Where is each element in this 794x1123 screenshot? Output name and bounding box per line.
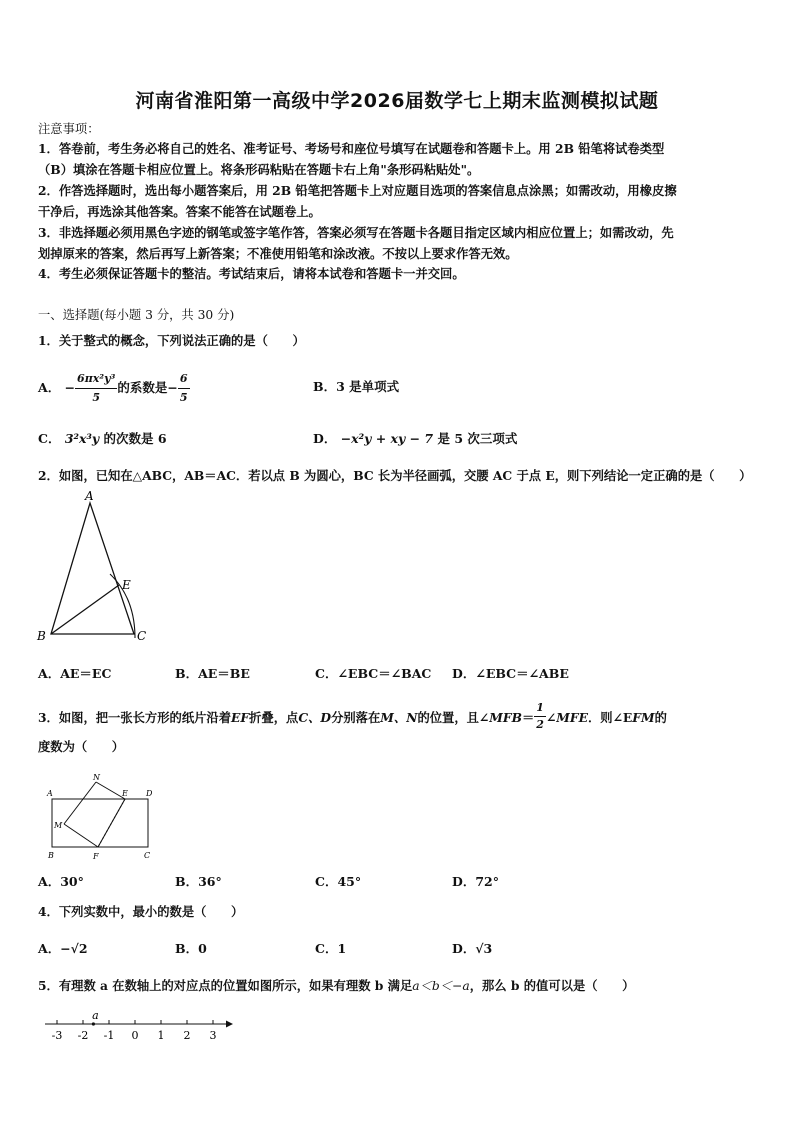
section-heading: 一、选择题(每小题 3 分，共 30 分) <box>38 308 235 322</box>
axis-tick-label: 2 <box>183 1029 191 1042</box>
notice-line: 3．非选择题必须用黑色字迹的钢笔或签字笔作答，答案必须写在答题卡各题目指定区域内相应位置上；如需改动，先 <box>38 225 674 240</box>
rectangle-fold-figure <box>44 770 164 862</box>
axis-tick-label: -1 <box>103 1029 115 1042</box>
question-5-stem: 5．有理数 a 在数轴上的对应点的位置如图所示，如果有理数 b 满足a＜b＜−a，那么 b 的值可以是（ ） <box>38 978 635 993</box>
q4-option-d: D．√3 <box>452 941 493 956</box>
point-e-label: E <box>122 578 131 592</box>
q2-option-a: A．AE＝EC <box>38 666 112 681</box>
notice-heading: 注意事项： <box>38 122 100 136</box>
question-3-stem-cont: 度数为（ ） <box>38 739 125 754</box>
q3-option-a: A．30° <box>38 874 84 889</box>
q4-option-a: A．−√2 <box>38 941 88 956</box>
notice-line: 4．考生必须保证答题卡的整洁。考试结束后，请将本试卷和答题卡一并交回。 <box>38 266 465 281</box>
vertex-c-label: C <box>137 629 147 643</box>
question-2-stem: 2．如图，已知在△ABC，AB＝AC．若以点 B 为圆心，BC 长为半径画弧，交腰 AC 于点 E，则下列结论一定正确的是（ ） <box>38 468 752 483</box>
question-1-stem: 1．关于整式的概念，下列说法正确的是（ ） <box>38 333 305 348</box>
q1-option-c: C． 3²x³y 的次数是 6 <box>38 431 167 446</box>
q3-option-b: B．36° <box>175 874 222 889</box>
q4-option-b: B．0 <box>175 941 207 956</box>
question-4-stem: 4．下列实数中，最小的数是（ ） <box>38 904 244 919</box>
point-a-label: a <box>92 1009 99 1022</box>
axis-tick-label: 3 <box>209 1029 217 1042</box>
q4-option-c: C．1 <box>315 941 347 956</box>
vertex-a-label: A <box>47 789 53 798</box>
vertex-b-label: B <box>37 629 46 643</box>
point-e-label: E <box>122 789 128 798</box>
point-a-marker <box>92 1022 95 1025</box>
fraction: $\frac{1}{2}$ <box>536 701 544 731</box>
vertex-a-label: A <box>85 489 94 503</box>
notice-line: 干净后，再选涂其他答案。答案不能答在试题卷上。 <box>38 204 321 219</box>
exam-title: 河南省淮阳第一高级中学2026届数学七上期末监测模拟试题 <box>135 90 659 112</box>
fraction: $\frac{\text{6πx²y³}}{5}$ <box>77 372 116 404</box>
notice-line: 1．答卷前，考生务必将自己的姓名、准考证号、考场号和座位号填写在试题卷和答题卡上。用 2B 铅笔将试卷类型 <box>38 141 665 156</box>
point-m-label: M <box>54 821 63 830</box>
number-line-figure <box>40 1008 240 1048</box>
q1-option-b: B．3 是单项式 <box>313 379 400 394</box>
fraction: $\frac{6}{5}$ <box>179 372 188 404</box>
point-n-label: N <box>93 773 100 782</box>
vertex-c-label: C <box>144 851 151 860</box>
q1-option-d: D． −x²y + xy − 7 是 5 次三项式 <box>313 431 518 446</box>
vertex-d-label: D <box>146 789 153 798</box>
q2-option-d: D．∠EBC＝∠ABE <box>452 666 569 681</box>
question-3-stem: 3．如图，把一张长方形的纸片沿着EF折叠，点C、D分别落在M、N的位置，且∠MFB＝ $\frac{1}{2}$ ∠MFE．则∠EFM的 <box>38 701 667 731</box>
q2-option-b: B．AE＝BE <box>175 666 250 681</box>
point-f-label: F <box>93 852 99 861</box>
axis-tick-label: -3 <box>51 1029 63 1042</box>
axis-tick-label: -2 <box>77 1029 89 1042</box>
q3-option-d: D．72° <box>452 874 499 889</box>
axis-tick-label: 0 <box>131 1029 139 1042</box>
notice-line: 划掉原来的答案，然后再写上新答案；不准使用铅笔和涂改液。不按以上要求作答无效。 <box>38 246 518 261</box>
q3-option-c: C．45° <box>315 874 362 889</box>
notice-line: （B）填涂在答题卡相应位置上。将条形码粘贴在答题卡右上角"条形码粘贴处"。 <box>38 162 480 177</box>
axis-tick-label: 1 <box>157 1029 165 1042</box>
q1-option-a: A． − $\frac{\text{6πx²y³}}{5}$ 的系数是− $\frac{6}{5}$ <box>38 370 190 407</box>
q2-option-c: C．∠EBC＝∠BAC <box>315 666 432 681</box>
notice-line: 2．作答选择题时，选出每小题答案后，用 2B 铅笔把答题卡上对应题目选项的答案信息点涂黑；如需改动，用橡皮擦 <box>38 183 677 198</box>
triangle-figure <box>34 488 154 643</box>
vertex-b-label: B <box>48 851 54 860</box>
